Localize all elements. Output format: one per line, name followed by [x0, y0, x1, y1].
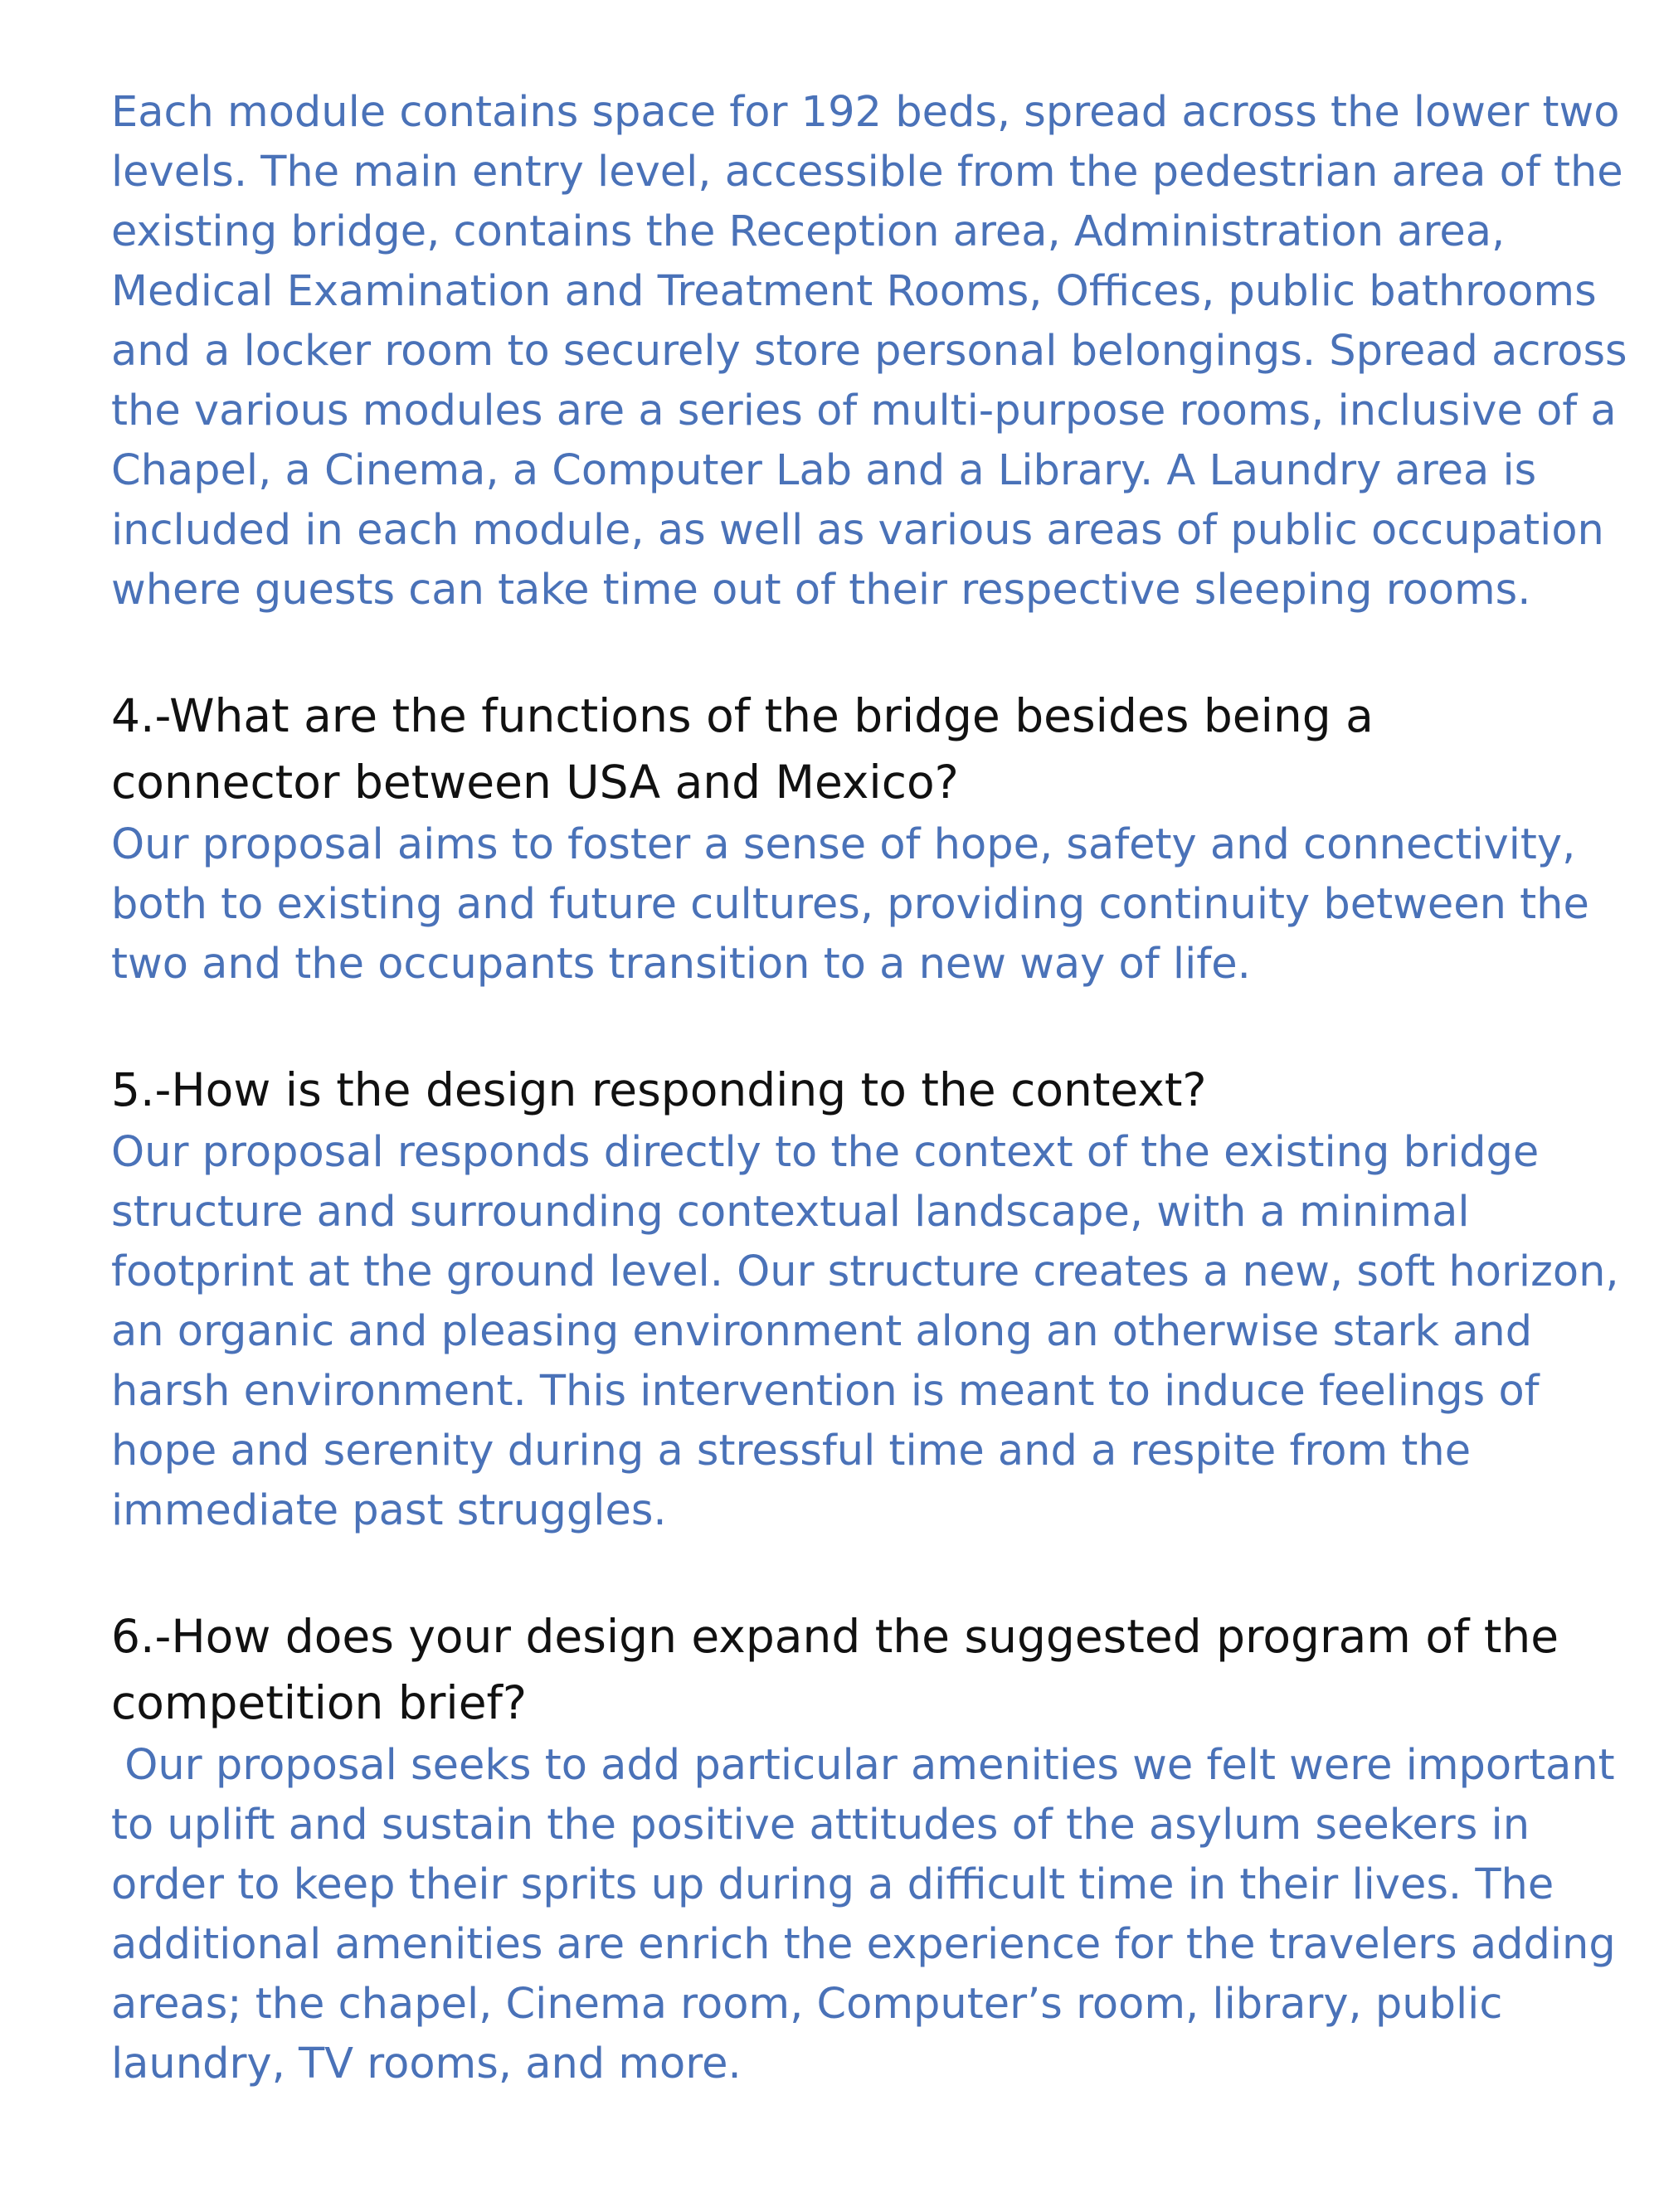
intro-line: and a locker room to securely store personal belongings. Spread across — [111, 327, 1627, 376]
answer-paragraph — [111, 815, 1589, 994]
intro-line: included in each module, as well as various areas of public occupation — [111, 506, 1604, 555]
answer-line: Our proposal seeks to add particular amenities we felt were important — [111, 1741, 1615, 1790]
section-q5 — [111, 1057, 1619, 1541]
document-page — [111, 83, 1627, 2094]
intro-line: where guests can take time out of their respective sleeping rooms. — [111, 566, 1531, 615]
section-gap — [111, 1541, 1554, 1603]
answer-line: structure and surrounding contextual landscape, with a minimal — [111, 1188, 1470, 1237]
intro-line: Each module contains space for 192 beds, spread across the lower two — [111, 88, 1620, 137]
question-line: 4.-What are the functions of the bridge besides being a — [111, 689, 1374, 742]
question-heading — [111, 1603, 1559, 1736]
section-q4 — [111, 683, 1589, 994]
answer-line: an organic and pleasing environment along an otherwise stark and — [111, 1307, 1533, 1356]
question-line: competition brief? — [111, 1676, 528, 1729]
answer-line: to uplift and sustain the positive attitudes of the asylum seekers in — [111, 1801, 1530, 1850]
section-gap — [111, 620, 1554, 683]
answer-line: both to existing and future cultures, providing continuity between the — [111, 880, 1589, 929]
answer-paragraph — [111, 1123, 1619, 1541]
answer-line: Our proposal responds directly to the context of the existing bridge — [111, 1128, 1540, 1177]
intro-line: the various modules are a series of multi-purpose rooms, inclusive of a — [111, 386, 1617, 435]
question-line: connector between USA and Mexico? — [111, 756, 959, 809]
intro-line: Chapel, a Cinema, a Computer Lab and a Library. A Laundry area is — [111, 446, 1537, 495]
question-heading — [111, 683, 1554, 815]
question-heading — [111, 1057, 1554, 1123]
answer-line: additional amenities are enrich the experience for the travelers adding — [111, 1920, 1616, 1969]
answer-line: areas; the chapel, Cinema room, Computer’s room, library, public — [111, 1980, 1503, 2029]
answer-line: immediate past struggles. — [111, 1486, 667, 1535]
answer-paragraph — [111, 1736, 1616, 2094]
answer-line: Our proposal aims to foster a sense of hope, safety and connectivity, — [111, 820, 1576, 869]
answer-line: harsh environment. This intervention is meant to induce feelings of — [111, 1367, 1540, 1416]
answer-line: order to keep their sprits up during a difficult time in their lives. The — [111, 1860, 1554, 1909]
section-gap — [111, 994, 1554, 1057]
answer-line: laundry, TV rooms, and more. — [111, 2039, 742, 2088]
intro-line: existing bridge, contains the Reception area, Administration area, — [111, 207, 1506, 256]
intro-line: Medical Examination and Treatment Rooms, Offices, public bathrooms — [111, 267, 1597, 316]
intro-line: levels. The main entry level, accessible from the pedestrian area of the — [111, 148, 1623, 197]
section-q6 — [111, 1603, 1616, 2094]
question-line: 5.-How is the design responding to the context? — [111, 1063, 1207, 1116]
answer-line: two and the occupants transition to a new way of life. — [111, 940, 1251, 989]
answer-line: footprint at the ground level. Our structure creates a new, soft horizon, — [111, 1247, 1619, 1296]
answer-line: hope and serenity during a stressful time and a respite from the — [111, 1427, 1472, 1475]
intro-paragraph — [111, 83, 1627, 620]
question-line: 6.-How does your design expand the suggested program of the — [111, 1610, 1559, 1663]
